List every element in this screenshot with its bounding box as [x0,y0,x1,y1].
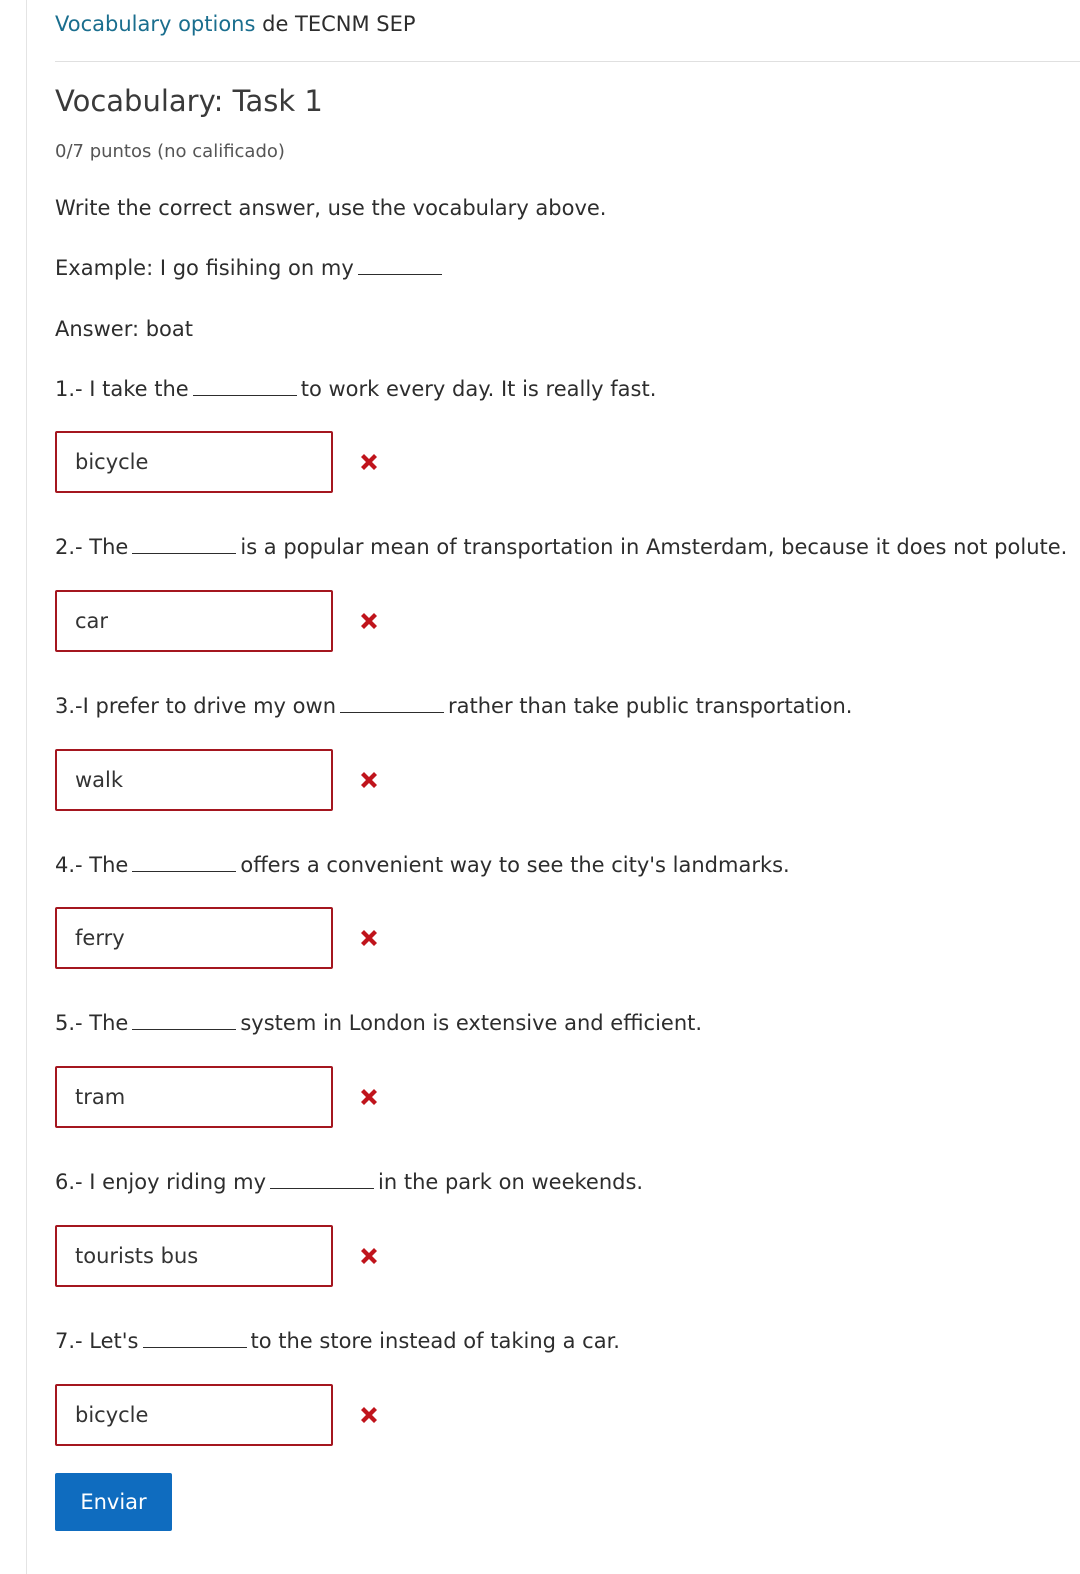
question-5-after: system in London is extensive and efficient. [240,1011,703,1035]
submit-button[interactable]: Enviar [55,1473,172,1531]
course-link[interactable]: Vocabulary options [55,12,256,36]
question-5-before: 5.- The [55,1011,129,1035]
x-mark-icon [357,768,381,792]
question-5-answer-input[interactable] [55,1066,333,1128]
question-3-after: rather than take public transportation. [448,694,853,718]
question-3-before: 3.-I prefer to drive my own [55,694,336,718]
breadcrumb [55,0,1080,62]
question-3-answer-input[interactable] [55,749,333,811]
x-mark-icon [357,1244,381,1268]
question-4-answer-row [55,907,455,969]
breadcrumb-suffix: de TECNM SEP [255,12,416,36]
question-2-answer-input[interactable] [55,590,333,652]
question-6-blank [270,1170,374,1189]
question-1-answer-row [55,431,455,493]
question-3-text [55,694,852,718]
question-6-before: 6.- I enjoy riding my [55,1170,267,1194]
instruction-text: Write the correct answer, use the vocabulary above. [55,196,607,220]
main-content [55,0,1080,1514]
question-4-text [55,853,790,877]
question-7-blank [143,1329,247,1348]
question-1-after: to work every day. It is really fast. [300,377,657,401]
question-2-answer-row [55,590,455,652]
question-7-answer-row [55,1384,455,1446]
example-blank [358,256,442,275]
question-6-after: in the park on weekends. [378,1170,644,1194]
question-7-text [55,1329,620,1353]
question-5-answer-row [55,1066,455,1128]
question-7-after: to the store instead of taking a car. [250,1329,620,1353]
question-1-before: 1.- I take the [55,377,189,401]
question-1-answer-input[interactable] [55,431,333,493]
question-1-text [55,377,656,401]
x-mark-icon [357,1403,381,1427]
question-5-blank [132,1011,236,1030]
x-mark-icon [357,609,381,633]
question-2-after: is a popular mean of transportation in Amsterdam, because it does not polute. [240,535,1068,559]
question-2-blank [132,535,236,554]
question-3-blank [340,694,444,713]
question-2-text [55,535,1067,559]
page-title: Vocabulary: Task 1 [55,84,323,118]
left-divider [26,0,27,1574]
example-answer: Answer: boat [55,317,194,341]
example-line [55,256,446,280]
points-label: 0/7 puntos (no calificado) [55,141,285,162]
example-text: Example: I go fisihing on my [55,256,354,280]
x-mark-icon [357,450,381,474]
question-4-before: 4.- The [55,853,129,877]
x-mark-icon [357,926,381,950]
question-6-answer-input[interactable] [55,1225,333,1287]
question-6-text [55,1170,643,1194]
question-6-answer-row [55,1225,455,1287]
question-5-text [55,1011,702,1035]
question-4-answer-input[interactable] [55,907,333,969]
question-2-before: 2.- The [55,535,129,559]
question-7-before: 7.- Let's [55,1329,139,1353]
question-3-answer-row [55,749,455,811]
question-4-blank [132,853,236,872]
question-1-blank [193,377,297,396]
question-4-after: offers a convenient way to see the city's landmarks. [240,853,790,877]
x-mark-icon [357,1085,381,1109]
question-7-answer-input[interactable] [55,1384,333,1446]
